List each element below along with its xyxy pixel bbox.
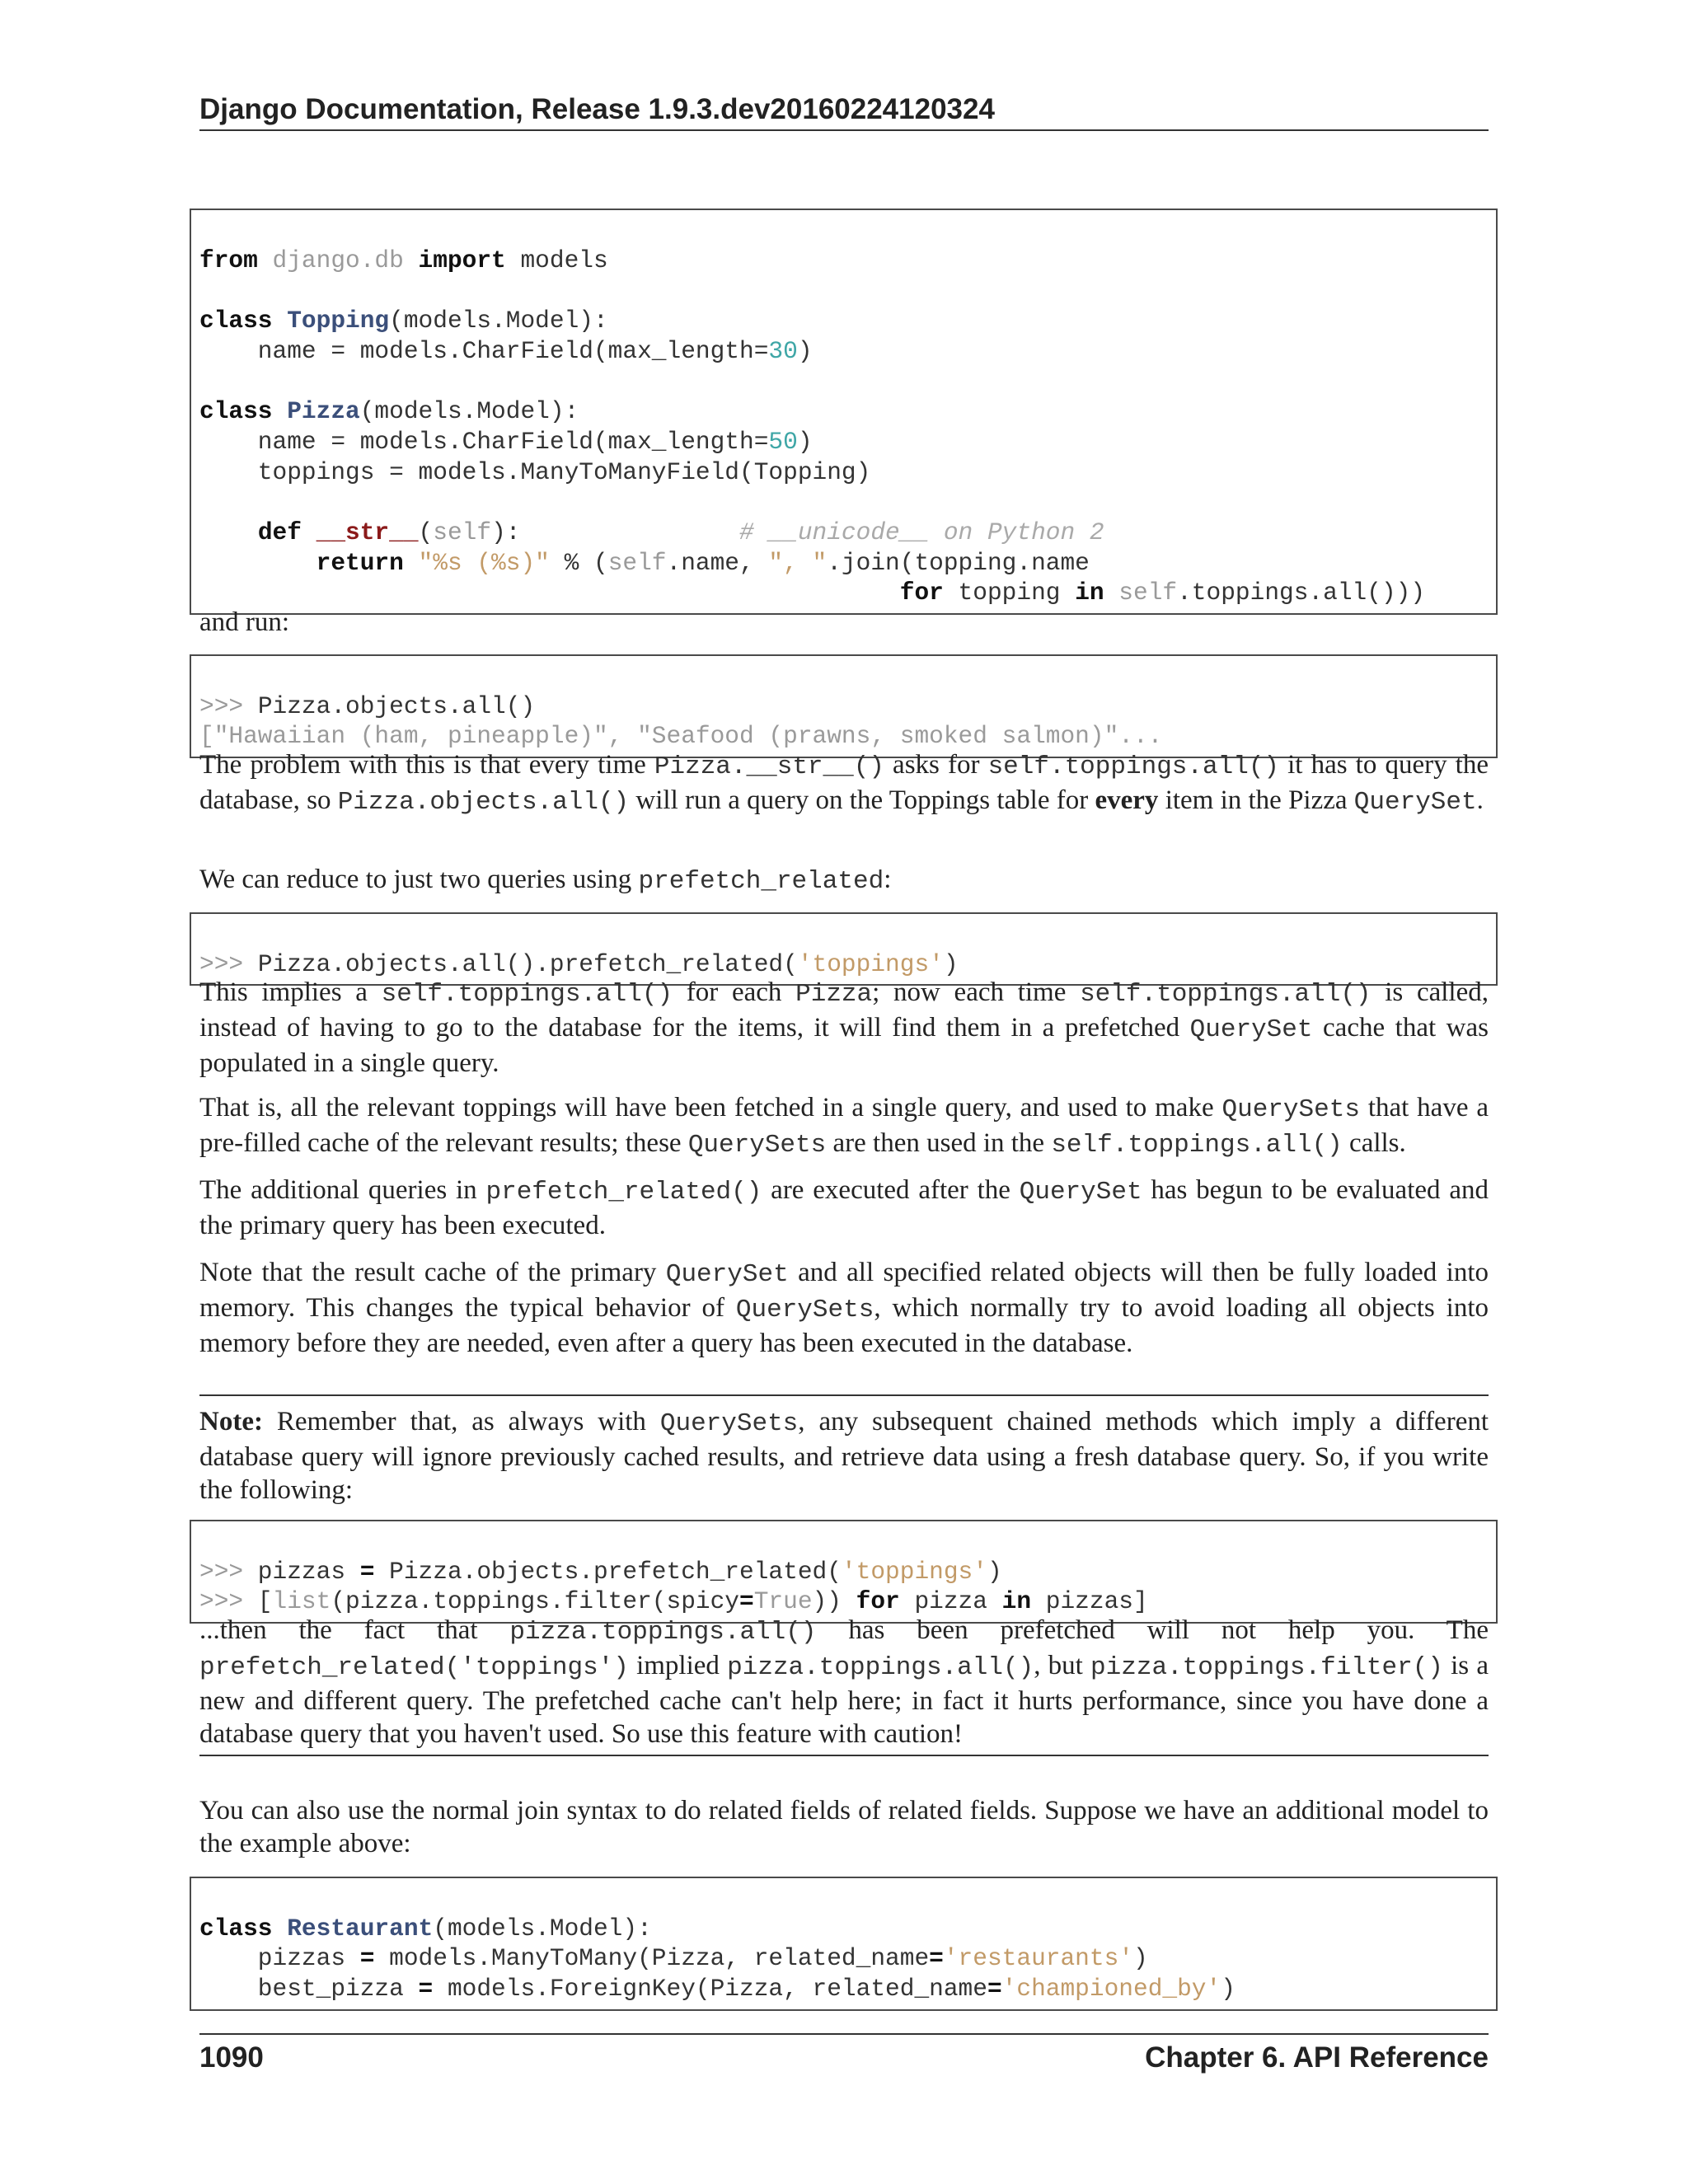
keyword: for <box>856 1587 900 1616</box>
paragraph-problem <box>199 748 1489 819</box>
string-literal: 'restaurants' <box>943 1944 1133 1973</box>
inline-code: QuerySets <box>687 1131 827 1160</box>
code-text: toppings = models.ManyToManyField(Topping) <box>199 457 871 486</box>
text: . <box>1476 785 1484 815</box>
inline-code: self.toppings.all() <box>1080 980 1372 1009</box>
text: item in the Pizza <box>1158 785 1354 815</box>
code-line <box>199 427 1488 457</box>
code-text: )) <box>812 1587 856 1616</box>
number-literal: 30 <box>768 336 798 365</box>
code-line <box>199 949 1488 980</box>
code-text: .join(topping.name <box>827 548 1090 577</box>
paragraph-that-is <box>199 1091 1489 1162</box>
paragraph-implies <box>199 976 1489 1080</box>
note-paragraph-then <box>199 1614 1489 1750</box>
code-comment: # __unicode__ on Python 2 <box>739 518 1104 546</box>
text: is a new and different query. The prefetched cache can't help here; in fact it hurts performance, since you have done a database query that you haven't used. So use this feature with caution! <box>199 1651 1489 1749</box>
text: are executed after the <box>762 1175 1020 1205</box>
code-text: [ <box>243 1587 273 1616</box>
code-text: (models.Model): <box>359 397 579 426</box>
code-blank-line <box>199 366 1488 396</box>
text: ; now each time <box>872 977 1081 1007</box>
paragraph-and-run: and run: <box>199 607 290 637</box>
code-output: ["Hawaiian (ham, pineapple)", "Seafood (prawns, smoked salmon)"... <box>199 722 1163 751</box>
class-name: Restaurant <box>287 1914 434 1943</box>
code-block-restaurant <box>190 1877 1498 2011</box>
text: will run a query on the Toppings table for <box>629 785 1095 815</box>
builtin-name: list <box>272 1587 331 1616</box>
text: We can reduce to just two queries using <box>199 865 639 894</box>
operator: = <box>359 1557 375 1586</box>
inline-code: prefetch_related <box>638 867 884 896</box>
inline-code: prefetch_related() <box>485 1178 762 1207</box>
code-text: ): <box>491 518 521 546</box>
code-text: name = models.CharField(max_length= <box>199 427 769 456</box>
keyword: def <box>257 518 302 546</box>
code-line <box>199 721 1488 752</box>
header-rule <box>199 129 1489 131</box>
code-text: Pizza.objects.all() <box>257 691 536 720</box>
paragraph-join-syntax: You can also use the normal join syntax to do related fields of related fields. Suppose we have an additional model to the example above: <box>199 1796 1489 1858</box>
text: has been prefetched will not help you. The <box>816 1615 1489 1645</box>
code-text: Pizza.objects.all().prefetch_related( <box>257 949 798 978</box>
code-line <box>199 518 1488 548</box>
text: it has to query the database, so <box>199 750 1489 815</box>
inline-code: QuerySets <box>659 1409 799 1438</box>
code-text: ) <box>1221 1975 1236 2004</box>
code-text: name = models.CharField(max_length= <box>199 336 769 365</box>
shell-prompt: >>> <box>199 691 244 720</box>
operator: = <box>359 1944 375 1973</box>
code-line <box>199 246 1488 276</box>
code-line <box>199 548 1488 579</box>
text: Remember that, as always with <box>262 1407 660 1436</box>
text: The problem with this is that every time <box>199 750 654 780</box>
code-text: ) <box>797 427 813 456</box>
code-block-note-example <box>190 1520 1498 1624</box>
code-text: % ( <box>549 548 608 577</box>
text: ...then the fact that <box>199 1615 510 1645</box>
inline-code: pizza.toppings.all() <box>509 1618 817 1647</box>
text: Note that the result cache of the primary <box>199 1258 666 1287</box>
code-text: ) <box>797 336 813 365</box>
code-block-shell-output <box>190 654 1498 758</box>
inline-code: self.toppings.all() <box>1051 1131 1343 1160</box>
code-text: (models.Model): <box>433 1914 652 1943</box>
class-name: Topping <box>287 307 390 335</box>
code-line <box>199 457 1488 488</box>
code-text: ) <box>943 949 959 978</box>
module-name: django.db <box>272 246 404 274</box>
code-text: (models.Model): <box>389 307 608 335</box>
inline-code: QuerySet <box>1353 788 1477 817</box>
code-text: ( <box>418 518 434 546</box>
note-bottom-rule <box>199 1755 1489 1756</box>
inline-code: QuerySets <box>1221 1095 1360 1124</box>
bold-text: every <box>1095 785 1159 815</box>
code-line <box>199 1586 1488 1617</box>
text: This implies a <box>199 977 382 1007</box>
text: cache that was populated in a single query. <box>199 1013 1489 1078</box>
running-header-title: Django Documentation, Release 1.9.3.dev20160224120324 <box>199 93 995 125</box>
inline-code: QuerySet <box>1189 1015 1313 1044</box>
operator: = <box>987 1975 1002 2004</box>
inline-code: Pizza <box>795 980 873 1009</box>
code-text: best_pizza <box>199 1975 419 2004</box>
shell-prompt: >>> <box>199 1587 244 1616</box>
string-literal: 'toppings' <box>841 1557 987 1586</box>
code-text: pizzas] <box>1031 1587 1148 1616</box>
note-label: Note: <box>199 1407 263 1436</box>
code-line <box>199 1943 1488 1974</box>
builtin-constant: True <box>753 1587 813 1616</box>
paragraph-result-cache <box>199 1256 1489 1360</box>
code-line <box>199 306 1488 336</box>
operator: = <box>929 1944 944 1973</box>
chapter-title: Chapter 6. API Reference <box>1145 2041 1489 2074</box>
code-line <box>199 396 1488 427</box>
code-block-prefetch <box>190 912 1498 986</box>
inline-code: Pizza.objects.all() <box>337 788 630 817</box>
shell-prompt: >>> <box>199 1557 244 1586</box>
text: that have a pre-filled cache of the relevant results; these <box>199 1093 1489 1158</box>
code-line <box>199 691 1488 722</box>
inline-code: prefetch_related('toppings') <box>199 1653 629 1682</box>
code-text: models.ForeignKey(Pizza, related_name <box>433 1975 987 2004</box>
operator: = <box>739 1587 754 1616</box>
keyword: class <box>199 397 273 426</box>
string-literal: ", " <box>768 548 828 577</box>
note-paragraph <box>199 1405 1489 1507</box>
keyword: class <box>199 1914 273 1943</box>
code-text: pizzas <box>243 1557 360 1586</box>
code-text: topping <box>943 579 1076 607</box>
paragraph-reduce-queries <box>199 863 1489 898</box>
inline-code: QuerySet <box>665 1260 789 1289</box>
text: That is, all the relevant toppings will have been fetched in a single query, and used to make <box>199 1093 1222 1122</box>
text: calls. <box>1342 1128 1406 1158</box>
text: for each <box>673 977 796 1007</box>
text: implied <box>628 1651 728 1680</box>
code-text: (pizza.toppings.filter(spicy <box>331 1587 740 1616</box>
text: asks for <box>884 750 988 780</box>
class-name: Pizza <box>287 397 360 426</box>
self-keyword: self <box>607 548 667 577</box>
inline-code: QuerySet <box>1019 1178 1142 1207</box>
code-text: models <box>520 246 608 274</box>
keyword: from <box>199 246 258 274</box>
paragraph-additional-queries <box>199 1174 1489 1242</box>
code-spacing <box>520 518 739 546</box>
code-text: .name, <box>666 548 769 577</box>
shell-prompt: >>> <box>199 949 244 978</box>
string-literal: "%s (%s)" <box>418 548 550 577</box>
code-block-models <box>190 209 1498 615</box>
code-line <box>199 578 1488 608</box>
number-literal: 50 <box>768 427 798 456</box>
code-text: pizza <box>899 1587 1002 1616</box>
code-blank-line <box>199 487 1488 518</box>
text: The additional queries in <box>199 1175 486 1205</box>
code-line <box>199 336 1488 367</box>
code-line <box>199 1974 1488 2004</box>
keyword: import <box>418 246 506 274</box>
code-text: models.ManyToMany(Pizza, related_name <box>374 1944 930 1973</box>
function-name: __str__ <box>316 518 419 546</box>
inline-code: self.toppings.all() <box>381 980 673 1009</box>
inline-code: QuerySets <box>735 1296 874 1324</box>
text: , but <box>1034 1651 1091 1680</box>
keyword: in <box>1075 579 1104 607</box>
code-text: pizzas <box>199 1944 360 1973</box>
self-keyword: self <box>1118 579 1178 607</box>
text: and all specified related objects will then be fully loaded into memory. This changes the typical behavior of <box>199 1258 1489 1323</box>
string-literal: 'toppings' <box>797 949 944 978</box>
inline-code: pizza.toppings.all() <box>727 1653 1034 1682</box>
text: , any subsequent chained methods which imply a different database query will ignore previously cached results, and retrieve data using a fresh database query. So, if you write the following: <box>199 1407 1489 1505</box>
code-text: ) <box>987 1557 1002 1586</box>
note-top-rule <box>199 1394 1489 1396</box>
footer-rule <box>199 2033 1489 2035</box>
self-keyword: self <box>433 518 492 546</box>
page-number: 1090 <box>199 2041 264 2074</box>
text: , which normally try to avoid loading all objects into memory before they are needed, even after a query has been executed in the database. <box>199 1293 1489 1358</box>
inline-code: Pizza.__str__() <box>654 752 884 781</box>
text: are then used in the <box>826 1128 1052 1158</box>
text: is called, instead of having to go to the database for the items, it will find them in a prefetched <box>199 977 1489 1043</box>
string-literal: 'championed_by' <box>1001 1975 1221 2004</box>
text: : <box>884 865 892 894</box>
keyword: return <box>316 548 404 577</box>
inline-code: pizza.toppings.filter() <box>1090 1653 1443 1682</box>
operator: = <box>418 1975 434 2004</box>
code-line <box>199 1914 1488 1944</box>
keyword: class <box>199 307 273 335</box>
inline-code: self.toppings.all() <box>987 752 1280 781</box>
code-line <box>199 1557 1488 1587</box>
code-text: ) <box>1133 1944 1148 1973</box>
keyword: in <box>1001 1587 1032 1616</box>
code-text: .toppings.all())) <box>1177 579 1426 607</box>
text: has begun to be evaluated and the primary query has been executed. <box>199 1175 1489 1240</box>
code-blank-line <box>199 275 1488 306</box>
keyword: for <box>899 579 944 607</box>
code-text: Pizza.objects.prefetch_related( <box>374 1557 842 1586</box>
